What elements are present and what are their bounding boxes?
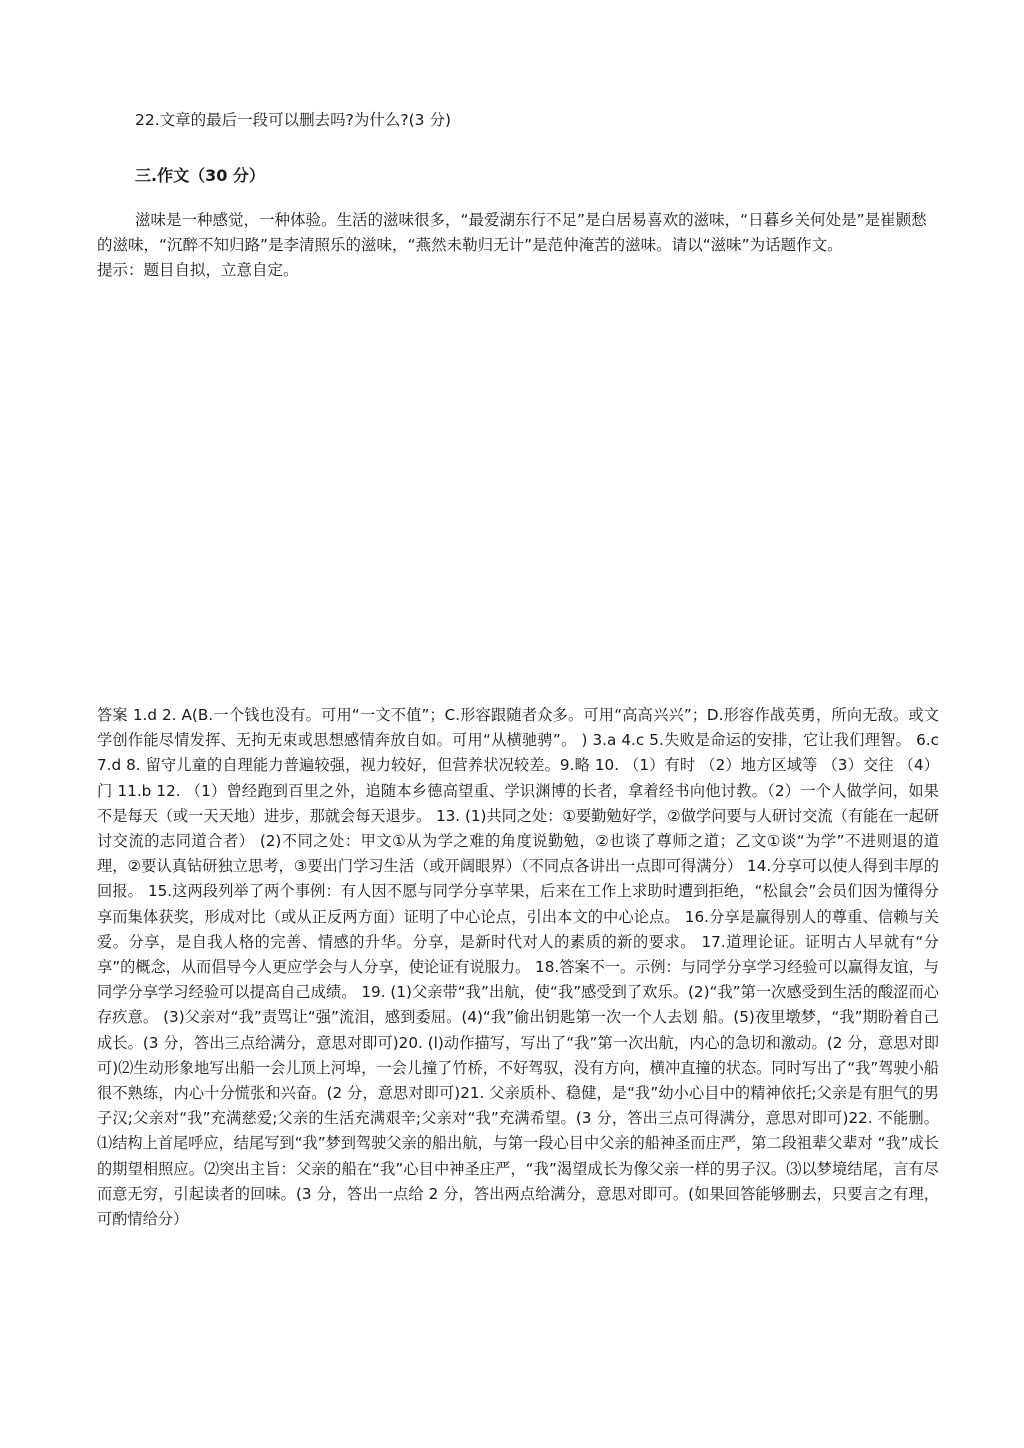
section-title-composition: 三.作文（30 分）: [135, 166, 265, 185]
question-22: 22.文章的最后一段可以删去吗?为什么?(3 分): [135, 111, 451, 129]
essay-hint: 提示：题目自拟，立意自定。: [97, 261, 299, 279]
essay-prompt: 滋味是一种感觉，一种体验。生活的滋味很多，“最爱湖东行不足”是白居易喜欢的滋味，“日暮乡关何处是”是崔颢愁的滋味，“沉醉不知归路”是李清照乐的滋味，“燕然未勒归无计”是范仲淹苦的滋味。请以“滋味”为话题作文。: [97, 211, 927, 254]
answer-key: 答案 1.d 2. A(B.一个钱也没有。可用“一文不值”；C.形容跟随者众多。可用“高高兴兴”；D.形容作战英勇，所向无敌。或文学创作能尽情发挥、无拘无束或思想感情奔放自如。可用“从横驰骋”。 ) 3.a 4.c 5.失败是命运的安排，它让我们理智。 6.c 7.d 8. 留守儿童的自理能力普遍较强，视力较好，但营养状况较差。9.略 10. （1）有时 （2）地方区域等 （3）交往 （4）门 11.b 12. （1）曾经跑到百里之外，追随本乡德高望重、学识渊博的长者，拿着经书向他讨教。（2）一个人做学问，如果不是每天（或一天天地）进步，那就会每天退步。 13. (1)共同之处：①要勤勉好学，②做学问要与人研讨交流（有能在一起研讨交流的志同道合者） (2)不同之处：甲文①从为学之难的角度说勤勉，②也谈了尊师之道；乙文①谈“为学”不进则退的道理，②要认真钻研独立思考，③要出门学习生活（或开阔眼界）（不同点各讲出一点即可得满分） 14.分享可以使人得到丰厚的回报。 15.这两段列举了两个事例：有人因不愿与同学分享苹果，后来在工作上求助时遭到拒绝，“松鼠会”会员们因为懂得分享而集体获奖，形成对比（或从正反两方面）证明了中心论点，引出本文的中心论点。 16.分享是赢得别人的尊重、信赖与关爱。分享，是自我人格的完善、情感的升华。分享，是新时代对人的素质的新的要求。 17.道理论证。证明古人早就有“分享”的概念，从而倡导今人更应学会与人分享，使论证有说服力。 18.答案不一。示例：与同学分享学习经验可以赢得友谊，与同学分享学习经验可以提高自己成绩。 19. (1)父亲带“我”出航，使“我”感受到了欢乐。(2)“我”第一次感受到生活的酸涩而心存疚意。 (3)父亲对“我”责骂让“强”流泪，感到委屈。(4)“我”偷出钥匙第一次一个人去划 船。(5)夜里墩梦，“我”期盼着自己成长。(3 分，答出三点给满分，意思对即可)20. (l)动作描写，写出了“我”第一次出航，内心的急切和激动。(2 分，意思对即可)⑵生动形象地写出船一会儿顶上河埠，一会儿撞了竹桥，不好驾驭，没有方向，横冲直撞的状态。同时写出了“我”驾驶小船很不熟练，内心十分慌张和兴奋。(2 分，意思对即可)21. 父亲质朴、稳健，是“我”幼小心目中的精神依托;父亲是有胆气的男子汉;父亲对“我”充满慈爱;父亲的生活充满艰辛;父亲对“我”充满希望。(3 分，答出三点可得满分，意思对即可)22. 不能删。⑴结构上首尾呼应，结尾写到“我”梦到驾驶父亲的船出航，与第一段心目中父亲的船神圣而庄严，第二段祖辈父辈对 “我”成长的期望相照应。⑵突出主旨：父亲的船在“我”心目中神圣庄严，“我”渴望成长为像父亲一样的男子汉。⑶以梦境结尾，言有尽而意无穷，引起读者的回味。(3 分，答出一点给 2 分，答出两点给满分，意思对即可。(如果回答能够删去，只要言之有理，可酌情给分）: [97, 706, 939, 1229]
essay-block: [97, 208, 937, 283]
